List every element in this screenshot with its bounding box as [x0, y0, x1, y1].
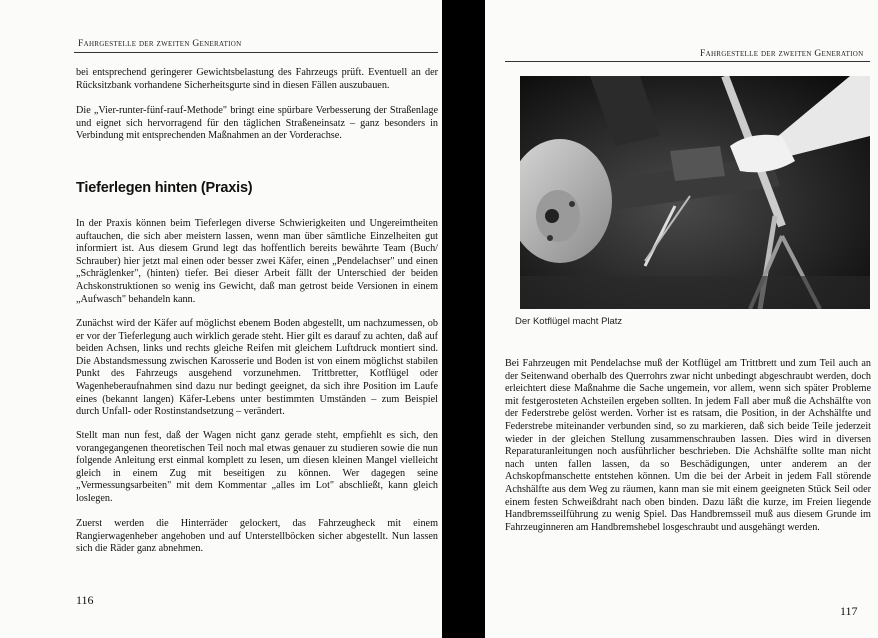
photo-icon	[520, 76, 870, 309]
paragraph-praxis-4: Zuerst werden die Hinterräder gelockert, das Fahrzeugheck mit einem Rangierwagenheber angehoben und auf Unterstellböcken sicher abgestellt. Nun lassen sich die Räder ganz abnehmen.	[76, 518, 438, 555]
paragraph-right: Bei Fahrzeugen mit Pendelachse muß der Kotflügel am Trittbrett und zum Teil auch an der Seitenwand oberhalb des Querrohrs zwar nicht unbedingt abgeschraubt werden, doch erleichtert diese Maßnahme die Sache ungemein, vor allem, wenn sich später Probleme mit festgerosteten Achsteilen ergeben sollten. In jedem Fall aber muß die Achshälfte von der Federstrebe gelöst werden. Vorher ist es ratsam, die Position, in der Achshälfte und Federstrebe miteinander verbunden sind, so zu markieren, daß sich beide Teile jederzeit wieder in der gleichen Stellung zusammenschrauben lassen. Dies wird in diversen Reparaturanleitungen noch ausführlicher beschrieben. Die Achshälfte sollte man nicht nach unten fallen lassen, da so Beschädigungen, unter anderem an der Achskopfmanschette entstehen können. Um die bei der Arbeit in jedem Fall störende Achshälfte aus dem Weg zu räumen, kann man sie mit einem geeigneten Stück Seil oder einem festen Schweißdraht nach oben binden. Dazu läßt die kurze, im Freien liegende Handbremsseilführung zu wenig Spiel. Das Handbremsseil muß aus diesem Grunde im Fahrzeuginneren am Handbremshebel losgeschraubt und ausgehängt werden.	[505, 358, 871, 533]
header-rule-left	[74, 52, 438, 53]
paragraph-intro-1: bei entsprechend geringerer Gewichtsbelastung des Fahrzeugs prüft. Eventuell an der Rücksitzbank vorhandene Sicherheitsgurte sind in diesen Fällen auszubauen.	[76, 67, 438, 91]
running-head-left: Fahrgestelle der zweiten Generation	[78, 39, 242, 49]
photo-caption: Der Kotflügel macht Platz	[515, 316, 623, 327]
paragraph-intro-2: Die „Vier-runter-fünf-rauf-Methode" bringt eine spürbare Verbesserung der Straßenlage und eignet sich hervorragend für den täglichen Straßeneinsatz – ganz besonders in Verbindung mit entsprechenden Maßnahmen an der Vorderachse.	[76, 105, 438, 142]
right-page	[485, 0, 878, 638]
header-rule-right	[505, 61, 870, 62]
paragraph-praxis-1: In der Praxis können beim Tieferlegen diverse Schwierigkeiten und Ungereimtheiten auftauchen, die sich aber meistern lassen, wenn man über sämtliche Einzelheiten gut informiert ist. Aus diesem Grund legt das hoffentlich bereits bewährte Team (Buch/ Schrauber) hier jetzt mal einen oder besser zwei Käfer, einen „Pendelachser" und einen „Schräglenker", (hinten) tiefer. Bei dieser Arbeit fällt der Unterschied der beiden Achskonstruktionen so wenig ins Gewicht, daß man getrost beide Versionen in einem „Aufwasch" behandeln kann.	[76, 218, 438, 305]
section-heading: Tieferlegen hinten (Praxis)	[76, 180, 253, 196]
paragraph-praxis-2: Zunächst wird der Käfer auf möglichst ebenem Boden abgestellt, um nachzumessen, ob er vor der Tieferlegung auch wirklich gerade steht. Hier gilt es darauf zu achten, daß auf beiden Achsen, links und rechts gleiche Reifen mit gleichem Luftdruck montiert sind. Die Abstandsmessung zwischen Karosserie und Boden ist von einem möglichst stabilen Punkt des Fahrzeugs ausgehend vorzunehmen. Trittbretter, Kotflügel oder Wagenheberaufnahmen sind dazu nur bedingt geeignet, da sich ihre Position im Laufe eines (bekannt langen) Käfer-Lebens unter bestimmten Umständen – zum Beispiel durch Unfall- oder Rostinstandsetzung – verändert.	[76, 318, 438, 418]
page-number-left: 116	[76, 593, 94, 607]
photo-kotfluegel	[520, 76, 870, 309]
running-head-right: Fahrgestelle der zweiten Generation	[700, 49, 864, 59]
paragraph-praxis-3: Stellt man nun fest, daß der Wagen nicht ganz gerade steht, empfiehlt es sich, den vorangegangenen theoretischen Teil noch mal etwas genauer zu studieren sowie die nun folgende Anleitung erst einmal komplett zu lesen, um diesen kleinen Mangel vielleicht gleich in einem Zug mit beseitigen zu können. Wer dagegen seine „Vermessungsarbeiten" mit dem Kommentar „alles im Lot" abschließt, kann gleich loslegen.	[76, 430, 438, 504]
page-number-right: 117	[840, 604, 858, 618]
